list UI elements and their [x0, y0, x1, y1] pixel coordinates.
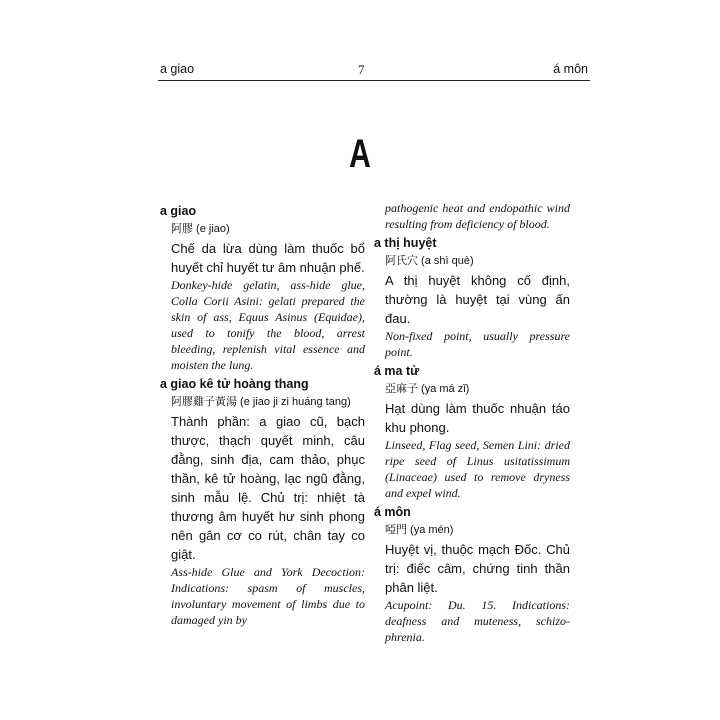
dictionary-entry	[374, 504, 570, 645]
entry-chinese: 亞麻子 (ya má zǐ)	[385, 383, 470, 395]
entry-vietnamese: Thành phần: a giao cũ, bạch thược, thạch quyết minh, câu đằng, sinh địa, cam thảo, phục thần, kê tử hoàng, lạc ngũ đằng, sinh mẫu lệ. Chủ trị: nhiệt tà thương âm huyết hư sinh phong nên gân cơ co rút, chân tay co giật.	[171, 414, 365, 562]
dictionary-entry	[374, 363, 570, 501]
entry-vietnamese: Huyệt vị, thuộc mạch Đốc. Chủ trị: điếc câm, chứng tinh thần phân liệt.	[385, 542, 570, 595]
entry-vietnamese: Hạt dùng làm thuốc nhuận táo khu phong.	[385, 401, 570, 435]
entry-english: Non-fixed point, usually pressure point.	[385, 329, 570, 359]
entry-vietnamese: A thị huyệt không cố định, thường là huyệt tại vùng ấn đau.	[385, 273, 570, 326]
entry-chinese: 啞門 (ya mén)	[385, 524, 454, 536]
entry-vietnamese: Chế da lừa dùng làm thuốc bổ huyết chỉ huyết tư âm nhuận phế.	[171, 241, 365, 275]
entry-continuation: pathogenic heat and endopathic wind resulting from deficiency of blood.	[385, 201, 570, 231]
entry-headword: a thị huyệt	[374, 236, 437, 250]
header-left-guideword: a giao	[160, 62, 195, 76]
dictionary-entry	[160, 376, 365, 628]
dictionary-entry	[374, 235, 570, 360]
entry-chinese: 阿氏穴 (a shì què)	[385, 255, 474, 267]
dictionary-entry	[160, 203, 365, 373]
entry-chinese: 阿膠 (e jiao)	[171, 223, 230, 235]
page-header	[160, 62, 588, 82]
section-letter: A	[349, 132, 371, 176]
entry-english: Donkey-hide gelatin, ass-hide glue, Colla Corii Asini: gelati prepared the skin of ass, Equus Asinus (Equidae), used to tonify the blood, arrest bleeding, replenish vital essence and moisten the lung.	[171, 278, 365, 372]
entry-english: Acupoint: Du. 15. Indications: deafness and muteness, schizo-phrenia.	[385, 598, 570, 644]
entry-headword: á môn	[374, 505, 411, 519]
entry-english: Ass-hide Glue and York Decoction: Indications: spasm of muscles, involuntary movement of limbs due to damaged yin by	[171, 565, 365, 627]
header-right-guideword: á môn	[553, 62, 588, 76]
entry-english: Linseed, Flag seed, Semen Lini: dried ripe seed of Linus usitatissimum (Linaceae) used to remove dryness and expel wind.	[385, 438, 570, 500]
left-column	[160, 200, 365, 631]
entry-headword: á ma tử	[374, 364, 420, 378]
entry-chinese: 阿膠雞子黃湯 (e jiao ji zi huáng tang)	[171, 396, 351, 408]
page-number: 7	[358, 62, 365, 77]
header-rule	[158, 80, 590, 81]
entry-headword: a giao	[160, 204, 197, 218]
entry-headword: a giao kê tử hoàng thang	[160, 377, 309, 391]
right-column	[374, 200, 570, 648]
